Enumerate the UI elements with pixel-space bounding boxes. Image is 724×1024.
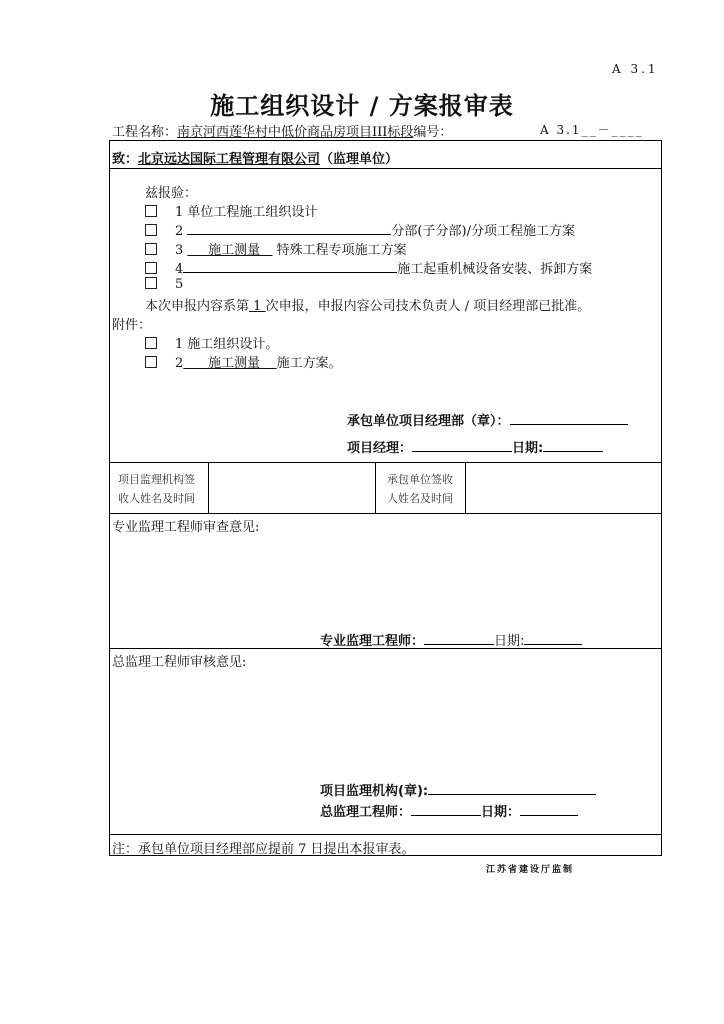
declare-pre: 本次申报内容系第 <box>145 299 250 314</box>
blank-line <box>524 631 582 645</box>
chief-org-stamp <box>320 780 596 799</box>
project-label: 工程名称： <box>112 125 178 140</box>
divider <box>208 462 209 513</box>
checkbox[interactable] <box>145 262 157 274</box>
blank-line <box>428 781 596 795</box>
number-value: A 3.1__－____ <box>540 123 644 137</box>
checkbox[interactable] <box>145 205 157 217</box>
attachment-2 <box>145 352 342 371</box>
item-5 <box>145 277 183 292</box>
item-text: 施工方案。 <box>276 356 342 371</box>
item-text: 施工起重机械设备安装、拆卸方案 <box>397 262 593 277</box>
note: 注：承包单位项目经理部应提前 7 日提出本报审表。 <box>112 842 415 857</box>
blank-line <box>412 438 512 452</box>
to-line <box>112 148 398 167</box>
item-fill <box>187 243 272 258</box>
contractor-stamp <box>347 410 628 429</box>
review-label: 专业监理工程师审查意见: <box>112 520 260 535</box>
checkbox[interactable] <box>145 356 157 368</box>
item-1 <box>145 201 317 220</box>
divider <box>109 168 662 169</box>
org-label: 项目监理机构(章): <box>320 784 429 799</box>
engineer-label: 专业监理工程师： <box>320 634 425 649</box>
form-code: A 3.1 <box>612 62 659 76</box>
divider <box>109 513 662 514</box>
item-fill-text: 施工测量 <box>208 243 261 258</box>
blank-line <box>510 411 628 425</box>
footer-tag: 江苏省建设厅监制 <box>486 865 575 875</box>
checkbox[interactable] <box>145 224 157 236</box>
page-title: 施工组织设计 / 方案报审表 <box>210 92 514 120</box>
item-num: 1 <box>175 337 184 352</box>
manager-label: 项目经理： <box>347 441 413 456</box>
label-line: 人姓名及时间 <box>387 492 453 505</box>
item-num: 5 <box>175 277 184 292</box>
item-fill <box>183 356 276 371</box>
date-label: 日期: <box>494 634 525 649</box>
blank-line <box>183 259 397 273</box>
item-num: 1 <box>175 205 184 220</box>
blank-line <box>520 802 578 816</box>
attachment-1 <box>145 333 278 352</box>
intro-text: 兹报验： <box>145 186 198 201</box>
blank-line <box>187 221 391 235</box>
blank-line <box>411 802 481 816</box>
item-2 <box>145 220 575 239</box>
divider <box>109 462 662 463</box>
date-label: 日期： <box>481 805 521 820</box>
supervisor-org: 北京远达国际工程管理有限公司 <box>138 152 321 167</box>
project-row <box>112 121 452 140</box>
label-line: 收人姓名及时间 <box>118 492 195 505</box>
checkbox[interactable] <box>145 243 157 255</box>
item-num: 4 <box>175 262 184 277</box>
number-label: 编号： <box>413 125 453 140</box>
item-fill-text: 施工测量 <box>208 356 261 371</box>
blank-line <box>424 631 494 645</box>
item-num: 2 <box>175 356 184 371</box>
item-text: 分部(子分部)/分项工程施工方案 <box>391 224 575 239</box>
item-text: 施工组织设计。 <box>187 337 279 352</box>
project-name: 南京河西莲华村中低价商品房项目III标段 <box>177 125 414 140</box>
label-line: 项目监理机构签 <box>118 473 195 486</box>
review-sign <box>320 630 582 649</box>
chief-sign <box>320 801 578 820</box>
org-role: （监理单位） <box>320 152 399 167</box>
contractor-label: 承包单位项目经理部（章）： <box>347 414 510 429</box>
item-num: 3 <box>175 243 184 258</box>
declare-num <box>249 299 266 314</box>
checkbox[interactable] <box>145 277 157 289</box>
label-line: 承包单位签收 <box>387 473 453 486</box>
declaration <box>145 295 590 314</box>
date-label: 日期: <box>512 441 544 456</box>
declare-num-text: 1 <box>253 299 262 314</box>
checkbox[interactable] <box>145 337 157 349</box>
to-label: 致： <box>112 152 139 167</box>
declare-post: 次申报，申报内容公司技术负责人 / 项目经理部已批准。 <box>265 299 591 314</box>
chief-label: 总监理工程师审核意见: <box>112 655 247 670</box>
item-text: 单位工程施工组织设计 <box>187 205 318 220</box>
divider <box>109 834 662 835</box>
item-text: 特殊工程专项施工方案 <box>276 243 407 258</box>
attach-label: 附件： <box>112 318 152 333</box>
manager-sign <box>347 437 603 456</box>
item-4 <box>145 258 592 277</box>
item-3 <box>145 239 407 258</box>
item-num: 2 <box>175 224 184 239</box>
blank-line <box>543 438 603 452</box>
engineer-label: 总监理工程师： <box>320 805 412 820</box>
divider <box>465 462 466 513</box>
divider <box>375 462 376 513</box>
contractor-receipt-label <box>387 470 453 508</box>
supervisor-receipt-label <box>118 470 195 508</box>
